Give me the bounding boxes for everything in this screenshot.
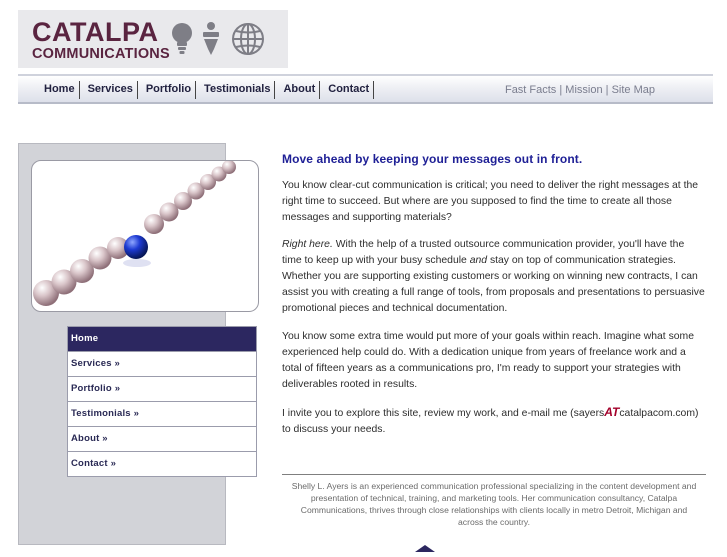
experience-paragraph: You know some extra time would put more of your goals within reach. Imagine what some experienced help could do. With a dedication unique from years of freelance work and a total of fifteen years as a communications pro, I'm ready to support your strategies with deliverables rooted in results.	[282, 331, 694, 390]
intro-paragraph: You know clear-cut communication is critical; you need to deliver the right messages at the right time to succeed. But where are you supposed to find the time to create all those messages and supporting materials?	[282, 180, 699, 223]
email-at-marker[interactable]: AT	[604, 405, 620, 419]
service-paragraph	[282, 237, 706, 317]
logo-text	[32, 18, 170, 62]
util-separator: |	[559, 84, 563, 96]
service-paragraph-text-b: stay on top of communication strategies. Whether you are supporting existing customers or working on winning new contracts, I can assist you with creating a full range of tools, from proposals and presentations to persuasive promotional pieces and technical documentation.	[282, 255, 705, 314]
side-nav-about[interactable]: About »	[67, 427, 257, 452]
side-nav	[67, 326, 257, 477]
invite-text-a: I invite you to explore this site, review my work, and e-mail me (sayers	[282, 408, 605, 419]
page-headline: Move ahead by keeping your messages out in front.	[282, 152, 583, 166]
pen-nib-icon	[203, 22, 219, 55]
logo-wordmark: CATALPA	[32, 17, 159, 47]
primary-nav	[38, 81, 378, 99]
emphasis-and: and	[469, 255, 488, 266]
util-fast-facts[interactable]: Fast Facts	[504, 84, 557, 96]
side-nav-services[interactable]: Services »	[67, 352, 257, 377]
util-separator: |	[605, 84, 609, 96]
nav-about[interactable]: About	[279, 81, 320, 99]
site-logo[interactable]	[18, 10, 288, 68]
top-navbar	[18, 74, 713, 104]
util-site-map[interactable]: Site Map	[611, 84, 655, 96]
content-divider	[282, 474, 706, 475]
emphasis-right-here: Right here.	[282, 239, 333, 250]
footer-mark-icon	[413, 539, 437, 557]
side-nav-home[interactable]: Home	[67, 326, 257, 352]
globe-icon	[233, 24, 263, 54]
logo-tagline: COMMUNICATIONS	[32, 46, 170, 62]
nav-testimonials[interactable]: Testimonials	[200, 81, 275, 99]
nav-home[interactable]: Home	[38, 81, 80, 99]
side-nav-testimonials[interactable]: Testimonials »	[67, 402, 257, 427]
side-nav-contact[interactable]: Contact »	[67, 452, 257, 477]
util-mission[interactable]: Mission	[565, 84, 603, 96]
nav-services[interactable]: Services	[84, 81, 138, 99]
lightbulb-icon	[172, 23, 192, 54]
hero-image	[31, 160, 259, 312]
logo-icons	[170, 21, 282, 62]
blue-bead	[124, 235, 148, 259]
side-nav-portfolio[interactable]: Portfolio »	[67, 377, 257, 402]
service-paragraph-text-a: With the help of a trusted outsource communication provider, you'll have the time to keep up with your busy schedule	[282, 239, 685, 266]
nav-portfolio[interactable]: Portfolio	[142, 81, 196, 99]
nav-contact[interactable]: Contact	[324, 81, 374, 99]
invite-paragraph	[282, 404, 706, 438]
main-content	[272, 150, 713, 545]
bio-footer: Shelly L. Ayers is an experienced communication professional specializing in the content development and presentation of technical, training, and marketing tools. Her communication consultancy, Catalpa Communications, thrives through close relationships with clients locally in metro Detroit, Michigan and across the country.	[291, 481, 697, 527]
utility-nav	[505, 84, 655, 96]
invite-text-b: catalpacom.com) to discuss your needs.	[282, 408, 699, 435]
pearl-beads	[33, 161, 236, 306]
